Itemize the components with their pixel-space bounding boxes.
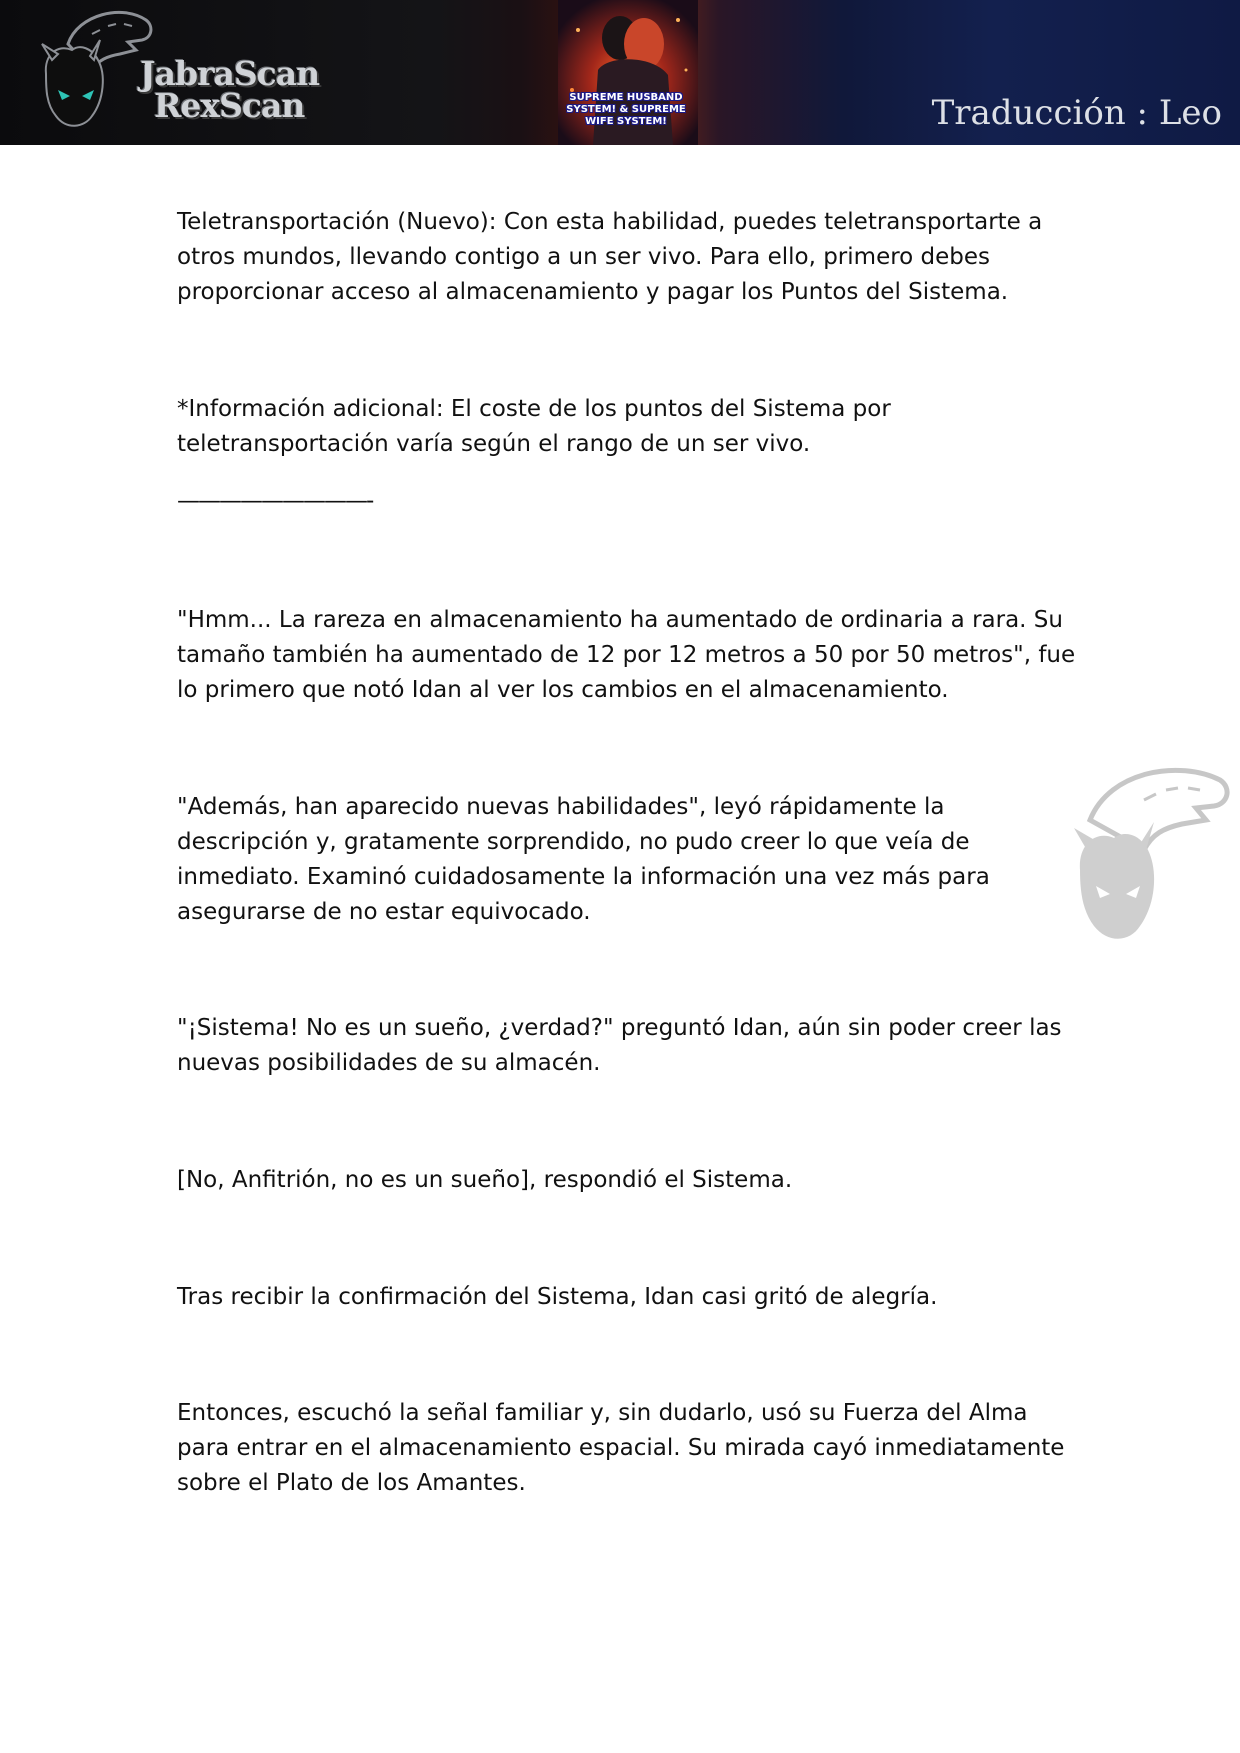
- translator-credit: Traducción : Leo: [931, 93, 1222, 133]
- paragraph-8: Entonces, escuchó la señal familiar y, sin dudarlo, usó su Fuerza del Alma para entrar en el almacenamiento espacial. Su mirada cayó inmediatamente sobre el Plato de los Amantes.: [177, 1400, 1065, 1496]
- paragraph-4: "Además, han aparecido nuevas habilidades", leyó rápidamente la descripción y, gratamente sorprendido, no pudo creer lo que veía de inmediato. Examinó cuidadosamente la información una vez más para asegurarse de no estar equivocado.: [177, 794, 990, 925]
- paragraph-1: Teletransportación (Nuevo): Con esta habilidad, puedes teletransportarte a otros mundos, llevando contigo a un ser vivo. Para ello, primero debes proporcionar acceso al almacenamiento y pagar los Puntos del Sistema.: [177, 209, 1043, 305]
- paragraph-5: "¡Sistema! No es un sueño, ¿verdad?" preguntó Idan, aún sin poder creer las nuevas posibilidades de su almacén.: [177, 1015, 1062, 1076]
- site-logo-text: [140, 54, 320, 125]
- logo-line-1: JabraScan: [140, 54, 320, 93]
- paragraph-3: "Hmm... La rareza en almacenamiento ha aumentado de ordinaria a rara. Su tamaño también ha aumentado de 12 por 12 metros a 50 por 50 metros", fue lo primero que notó Idan al ver los cambios en el almacenamiento.: [177, 607, 1076, 703]
- dinosaur-skull-logo-icon: [28, 4, 158, 142]
- text-divider: —————————-: [177, 488, 373, 514]
- header-banner: [0, 0, 1240, 145]
- paragraph-2: *Información adicional: El coste de los puntos del Sistema por teletransportación varía según el rango de un ser vivo.: [177, 396, 891, 457]
- watermark-logo-icon: [1060, 760, 1235, 980]
- logo-line-2: RexScan: [154, 86, 305, 125]
- paragraph-6: [No, Anfitrión, no es un sueño], respondió el Sistema.: [177, 1167, 793, 1193]
- paragraph-7: Tras recibir la confirmación del Sistema, Idan casi gritó de alegría.: [177, 1284, 938, 1310]
- cover-title: SUPREME HUSBAND SYSTEM! & SUPREME WIFE SYSTEM!: [566, 92, 686, 127]
